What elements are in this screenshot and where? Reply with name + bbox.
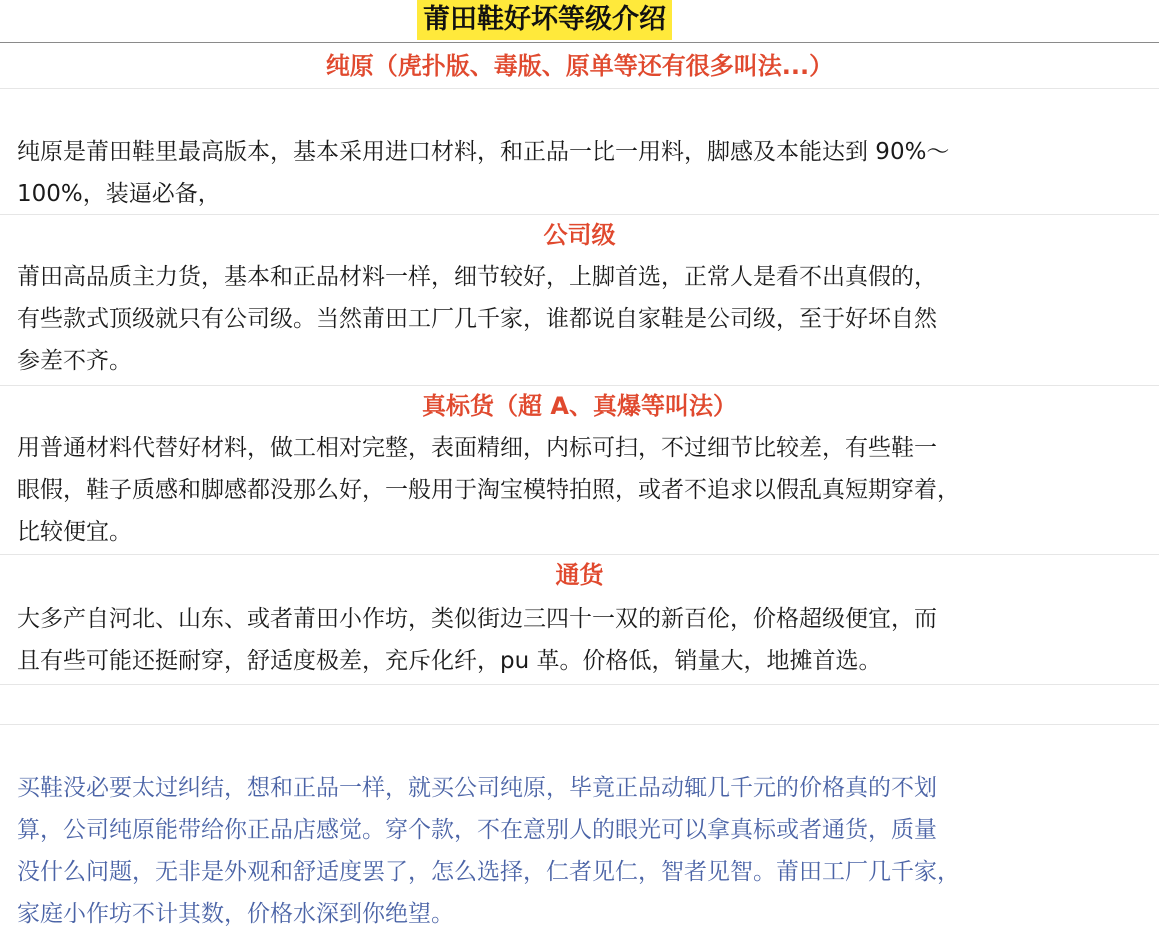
paragraph-line: 参差不齐。 [17, 348, 132, 374]
title-row [0, 0, 1159, 43]
divider [0, 88, 1159, 89]
paragraph-line: 比较便宜。 [17, 519, 132, 545]
paragraph-line: 眼假，鞋子质感和脚感都没那么好，一般用于淘宝模特拍照，或者不追求以假乱真短期穿着， [17, 477, 960, 503]
section-body-chunyuan [17, 131, 1157, 215]
summary-line: 没什么问题，无非是外观和舒适度罢了，怎么选择，仁者见仁，智者见智。莆田工厂几千家， [17, 859, 960, 885]
paragraph-line: 莆田高品质主力货，基本和正品材料一样，细节较好，上脚首选，正常人是看不出真假的， [17, 264, 937, 290]
divider [0, 724, 1159, 725]
section-heading-gongsiji: 公司级 [543, 221, 616, 249]
section-heading-tonghuo: 通货 [555, 561, 604, 589]
section-body-gongsiji [17, 256, 1157, 382]
divider [0, 385, 1159, 386]
section-heading-chunyuan: 纯原（虎扑版、毒版、原单等还有很多叫法...） [325, 52, 834, 80]
paragraph-line: 用普通材料代替好材料，做工相对完整，表面精细，内标可扫，不过细节比较差，有些鞋一 [17, 435, 937, 461]
divider [0, 684, 1159, 685]
section-body-tonghuo [17, 598, 1157, 682]
divider [0, 554, 1159, 555]
paragraph-line: 有些款式顶级就只有公司级。当然莆田工厂几千家，谁都说自家鞋是公司级，至于好坏自然 [17, 306, 937, 332]
page-title: 莆田鞋好坏等级介绍 [417, 0, 672, 40]
summary-line: 家庭小作坊不计其数，价格水深到你绝望。 [17, 901, 454, 927]
paragraph-line: 纯原是莆田鞋里最高版本，基本采用进口材料，和正品一比一用料，脚感及本能达到 90%～ [17, 139, 950, 165]
paragraph-line: 大多产自河北、山东、或者莆田小作坊，类似街边三四十一双的新百伦，价格超级便宜，而 [17, 606, 937, 632]
paragraph-line: 且有些可能还挺耐穿，舒适度极差，充斥化纤，pu 革。价格低，销量大，地摊首选。 [17, 648, 882, 674]
summary-line: 算，公司纯原能带给你正品店感觉。穿个款，不在意别人的眼光可以拿真标或者通货，质量 [17, 817, 937, 843]
summary-paragraph [17, 767, 1157, 935]
section-heading-zhenbiao: 真标货（超 A、真爆等叫法） [422, 392, 737, 420]
summary-line: 买鞋没必要太过纠结，想和正品一样，就买公司纯原，毕竟正品动辄几千元的价格真的不划 [17, 775, 937, 801]
section-body-zhenbiao [17, 427, 1157, 553]
paragraph-line: 100%，装逼必备， [17, 181, 221, 207]
divider [0, 214, 1159, 215]
